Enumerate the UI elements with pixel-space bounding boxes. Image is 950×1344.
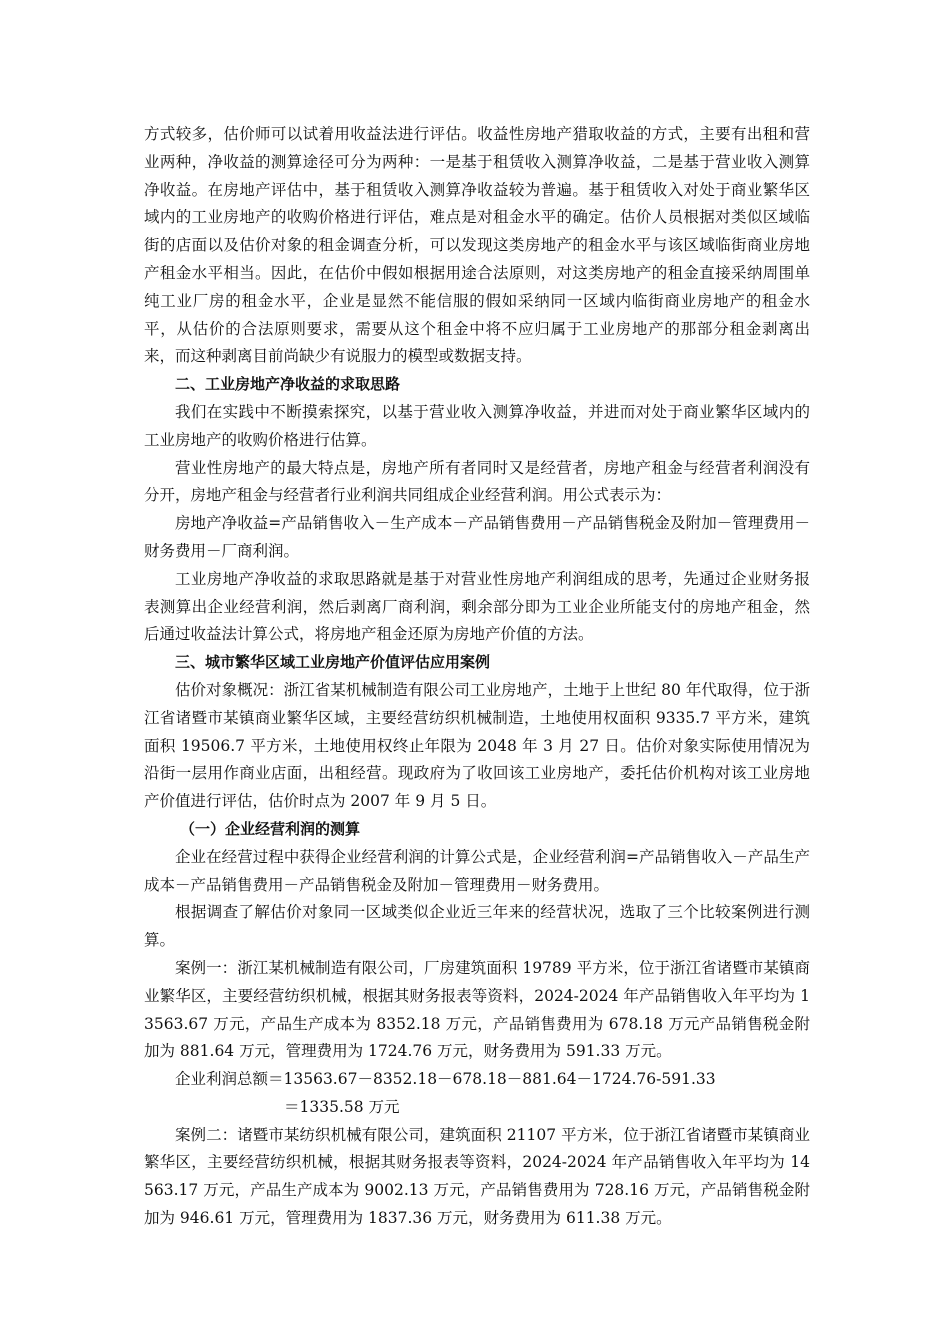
paragraph: 根据调查了解估价对象同一区域类似企业近三年来的经营状况，选取了三个比较案例进行测算。 xyxy=(144,903,810,950)
paragraph: 营业性房地产的最大特点是，房地产所有者同时又是经营者，房地产租金与经营者利润没有分开，房地产租金与经营者行业利润共同组成企业经营利润。用公式表示为： xyxy=(144,458,810,505)
section-heading-3: 三、城市繁华区域工业房地产价值评估应用案例 xyxy=(175,653,491,672)
paragraph: 工业房地产净收益的求取思路就是基于对营业性房地产利润组成的思考，先通过企业财务报表测算出企业经营利润，然后剥离厂商利润，剩余部分即为工业企业所能支付的房地产租金，然后通过收益法计算公式，将房地产租金还原为房地产价值的方法。 xyxy=(144,569,810,644)
profit-formula-line-2: ＝1335.58 万元 xyxy=(284,1097,400,1116)
section-heading-2: 二、工业房地产净收益的求取思路 xyxy=(175,375,401,394)
paragraph: 估价对象概况：浙江省某机械制造有限公司工业房地产，土地于上世纪 80 年代取得，位于浙江省诸暨市某镇商业繁华区域，主要经营纺织机械制造，土地使用权面积 9335.7 平方米，建筑面积 19506.7 平方米，土地使用权终止年限为 2048 年 3 月 27 日。估价对象实际使用情况为沿街一层用作商业店面，出租经营。现政府为了收回该工业房地产，委托估价机构对该工业房地产价值进行评估，估价时点为 2007 年 9 月 5 日。 xyxy=(144,680,810,811)
paragraph: 企业在经营过程中获得企业经营利润的计算公式是，企业经营利润=产品销售收入－产品生产成本－产品销售费用－产品销售税金及附加－管理费用－财务费用。 xyxy=(144,847,810,894)
paragraph-intro-continued: 方式较多，估价师可以试着用收益法进行评估。收益性房地产猎取收益的方式，主要有出租和营业两种，净收益的测算途径可分为两种：一是基于租赁收入测算净收益，二是基于营业收入测算净收益。在房地产评估中，基于租赁收入测算净收益较为普遍。基于租赁收入对处于商业繁华区域内的工业房地产的收购价格进行评估，难点是对租金水平的确定。估价人员根据对类似区域临街的店面以及估价对象的租金调查分析，可以发现这类房地产的租金水平与该区域临街商业房地产租金水平相当。因此，在估价中假如根据用途合法原则，对这类房地产的租金直接采纳周围单纯工业厂房的租金水平，企业是显然不能信服的假如采纳同一区域内临街商业房地产的租金水平，从估价的合法原则要求，需要从这个租金中将不应归属于工业房地产的那部分租金剥离出来，而这种剥离目前尚缺少有说服力的模型或数据支持。 xyxy=(144,125,810,366)
paragraph: 我们在实践中不断摸索探究，以基于营业收入测算净收益，并进而对处于商业繁华区域内的工业房地产的收购价格进行估算。 xyxy=(144,402,810,449)
formula-paragraph: 房地产净收益=产品销售收入－生产成本－产品销售费用－产品销售税金及附加－管理费用－财务费用－厂商利润。 xyxy=(144,514,810,560)
subsection-heading-1: （一）企业经营利润的测算 xyxy=(180,819,361,838)
case-two-paragraph: 案例二：诸暨市某纺织机械有限公司，建筑面积 21107 平方米，位于浙江省诸暨市某镇商业繁华区，主要经营纺织机械，根据其财务报表等资料，2024-2024 年产品销售收入年平均为 14563.17 万元，产品生产成本为 9002.13 万元，产品销售费用为 728.16 万元，产品销售税金附加为 946.61 万元，管理费用为 1837.36 万元，财务费用为 611.38 万元。 xyxy=(144,1125,810,1228)
case-one-paragraph: 案例一：浙江某机械制造有限公司，厂房建筑面积 19789 平方米，位于浙江省诸暨市某镇商业繁华区，主要经营纺织机械，根据其财务报表等资料，2024-2024 年产品销售收入年平均为 13563.67 万元，产品生产成本为 8352.18 万元，产品销售费用为 678.18 万元产品销售税金附加为 881.64 万元，管理费用为 1724.76 万元，财务费用为 591.33 万元。 xyxy=(144,958,810,1061)
profit-formula-line-1: 企业利润总额＝13563.67－8352.18－678.18－881.64－1724.76-591.33 xyxy=(175,1070,716,1089)
document-body xyxy=(144,121,810,1233)
